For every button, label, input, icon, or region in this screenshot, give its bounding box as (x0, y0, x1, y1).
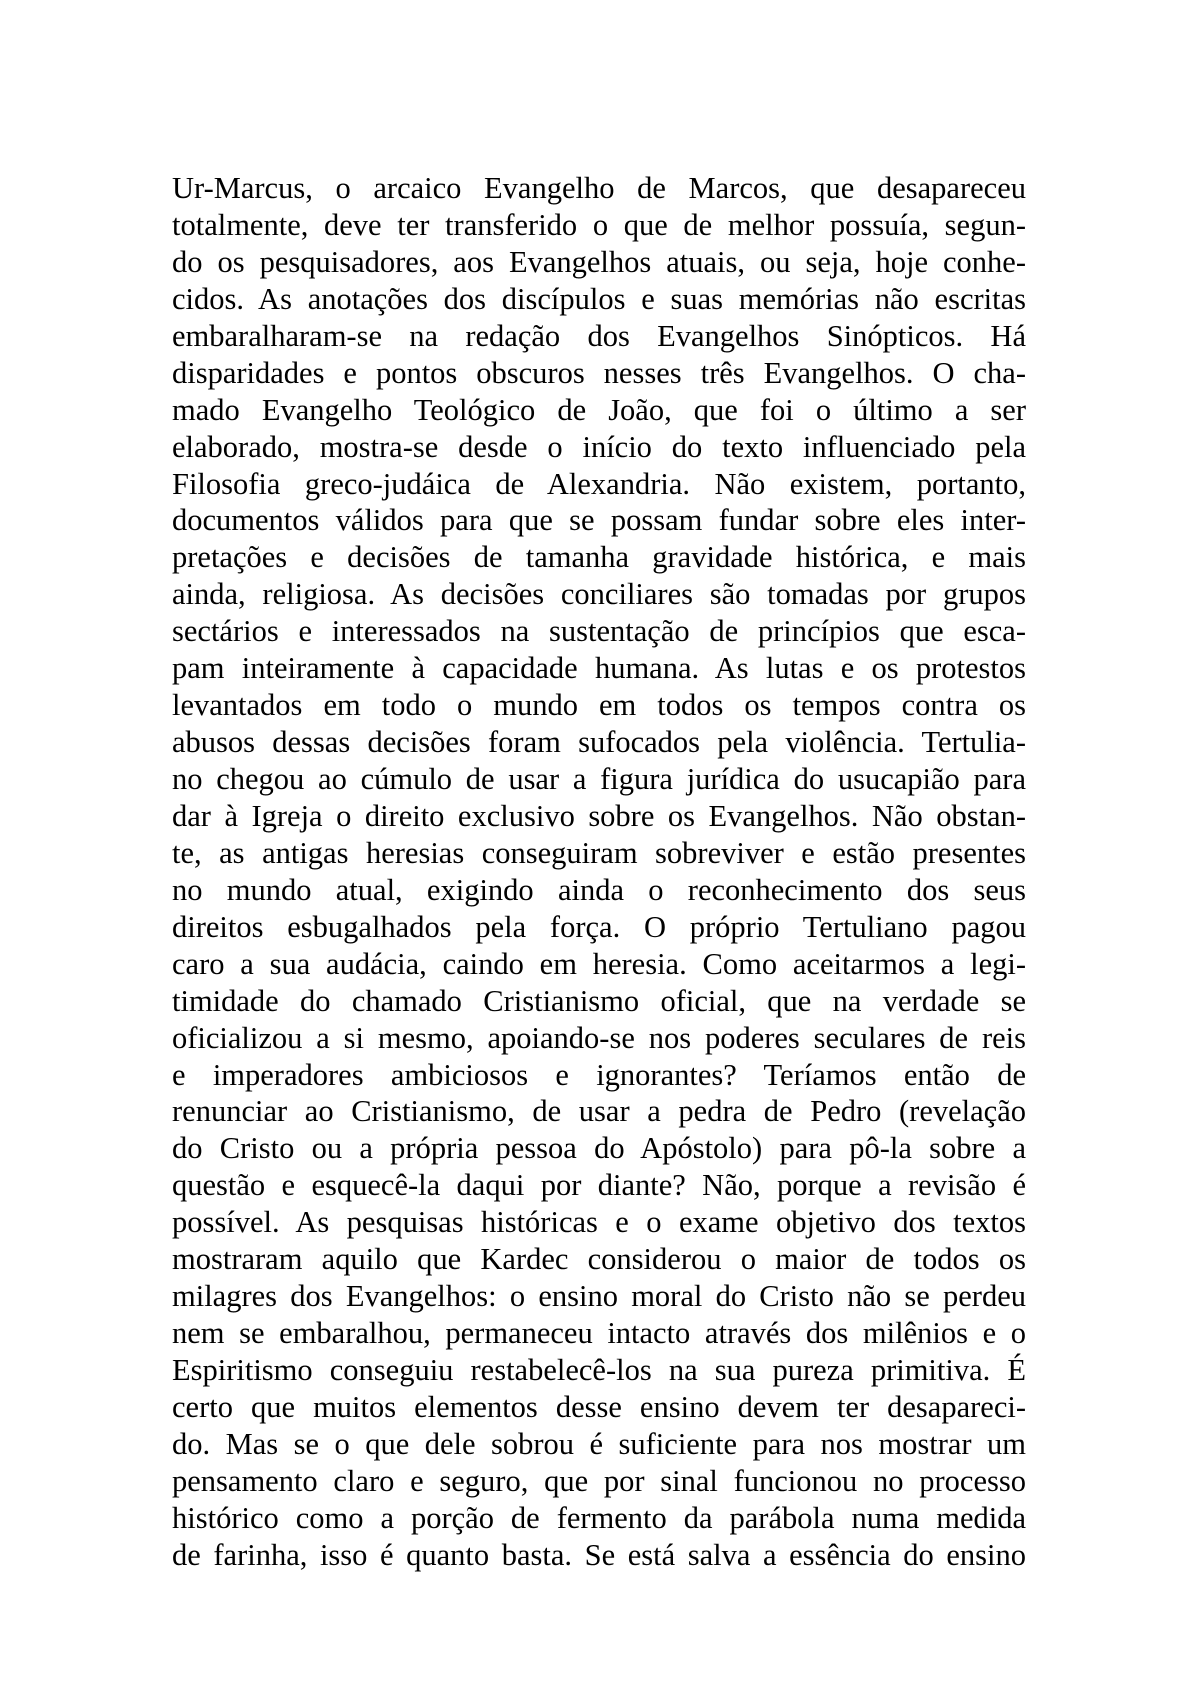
text-line: histórico como a porção de fermento da parábola numa medida (172, 1500, 1026, 1535)
text-line: do os pesquisadores, aos Evangelhos atuais, ou seja, hoje conhe- (172, 244, 1026, 279)
text-line: do Cristo ou a própria pessoa do Apóstolo) para pô-la sobre a (172, 1131, 1026, 1166)
text-line: nem se embaralhou, permaneceu intacto através dos milênios e o (172, 1316, 1026, 1351)
text-line: mado Evangelho Teológico de João, que foi o último a ser (172, 392, 1026, 427)
text-line: levantados em todo o mundo em todos os tempos contra os (172, 688, 1026, 723)
text-line: te, as antigas heresias conseguiram sobreviver e estão presentes (172, 835, 1026, 870)
text-line: de farinha, isso é quanto basta. Se está salva a essência do ensino (172, 1537, 1026, 1572)
text-line: documentos válidos para que se possam fundar sobre eles inter- (172, 503, 1026, 538)
text-line: e imperadores ambiciosos e ignorantes? Teríamos então de (172, 1057, 1026, 1092)
text-line: cidos. As anotações dos discípulos e suas memórias não escritas (172, 281, 1026, 316)
text-line: no mundo atual, exigindo ainda o reconhecimento dos seus (172, 872, 1026, 907)
text-line: Filosofia greco-judáica de Alexandria. Não existem, portanto, (172, 466, 1026, 501)
text-line: pretações e decisões de tamanha gravidade histórica, e mais (172, 540, 1026, 575)
text-line: ainda, religiosa. As decisões conciliares são tomadas por grupos (172, 577, 1026, 612)
text-line: do. Mas se o que dele sobrou é suficiente para nos mostrar um (172, 1426, 1026, 1461)
text-line: no chegou ao cúmulo de usar a figura jurídica do usucapião para (172, 762, 1026, 796)
text-line: timidade do chamado Cristianismo oficial, que na verdade se (172, 983, 1026, 1018)
text-line: totalmente, deve ter transferido o que de melhor possuía, segun- (172, 207, 1026, 242)
text-line: pam inteiramente à capacidade humana. As lutas e os protestos (172, 651, 1026, 686)
text-line: Ur-Marcus, o arcaico Evangelho de Marcos, que desapareceu (172, 171, 1026, 205)
text-line: Espiritismo conseguiu restabelecê-los na sua pureza primitiva. É (172, 1353, 1026, 1387)
text-line: pensamento claro e seguro, que por sinal funcionou no processo (172, 1463, 1026, 1498)
text-line: milagres dos Evangelhos: o ensino moral do Cristo não se perdeu (172, 1279, 1026, 1314)
text-line: dar à Igreja o direito exclusivo sobre os Evangelhos. Não obstan- (172, 798, 1026, 833)
text-line: elaborado, mostra-se desde o início do texto influenciado pela (172, 429, 1026, 464)
text-line: possível. As pesquisas históricas e o exame objetivo dos textos (172, 1205, 1026, 1240)
text-line: sectários e interessados na sustentação de princípios que esca- (172, 614, 1026, 649)
text-line: questão e esquecê-la daqui por diante? Não, porque a revisão é (172, 1168, 1026, 1203)
text-line: mostraram aquilo que Kardec considerou o maior de todos os (172, 1242, 1026, 1277)
body-text (172, 170, 1026, 1574)
text-line: certo que muitos elementos desse ensino devem ter desapareci- (172, 1389, 1026, 1424)
text-line: direitos esbugalhados pela força. O próprio Tertuliano pagou (172, 909, 1026, 944)
text-line: caro a sua audácia, caindo em heresia. Como aceitarmos a legi- (172, 946, 1026, 981)
text-line: embaralharam-se na redação dos Evangelhos Sinópticos. Há (172, 318, 1026, 353)
text-line: oficializou a si mesmo, apoiando-se nos poderes seculares de reis (172, 1020, 1026, 1055)
text-line: abusos dessas decisões foram sufocados pela violência. Tertulia- (172, 725, 1026, 760)
text-line: renunciar ao Cristianismo, de usar a pedra de Pedro (revelação (172, 1094, 1026, 1129)
text-line: disparidades e pontos obscuros nesses três Evangelhos. O cha- (172, 355, 1026, 390)
